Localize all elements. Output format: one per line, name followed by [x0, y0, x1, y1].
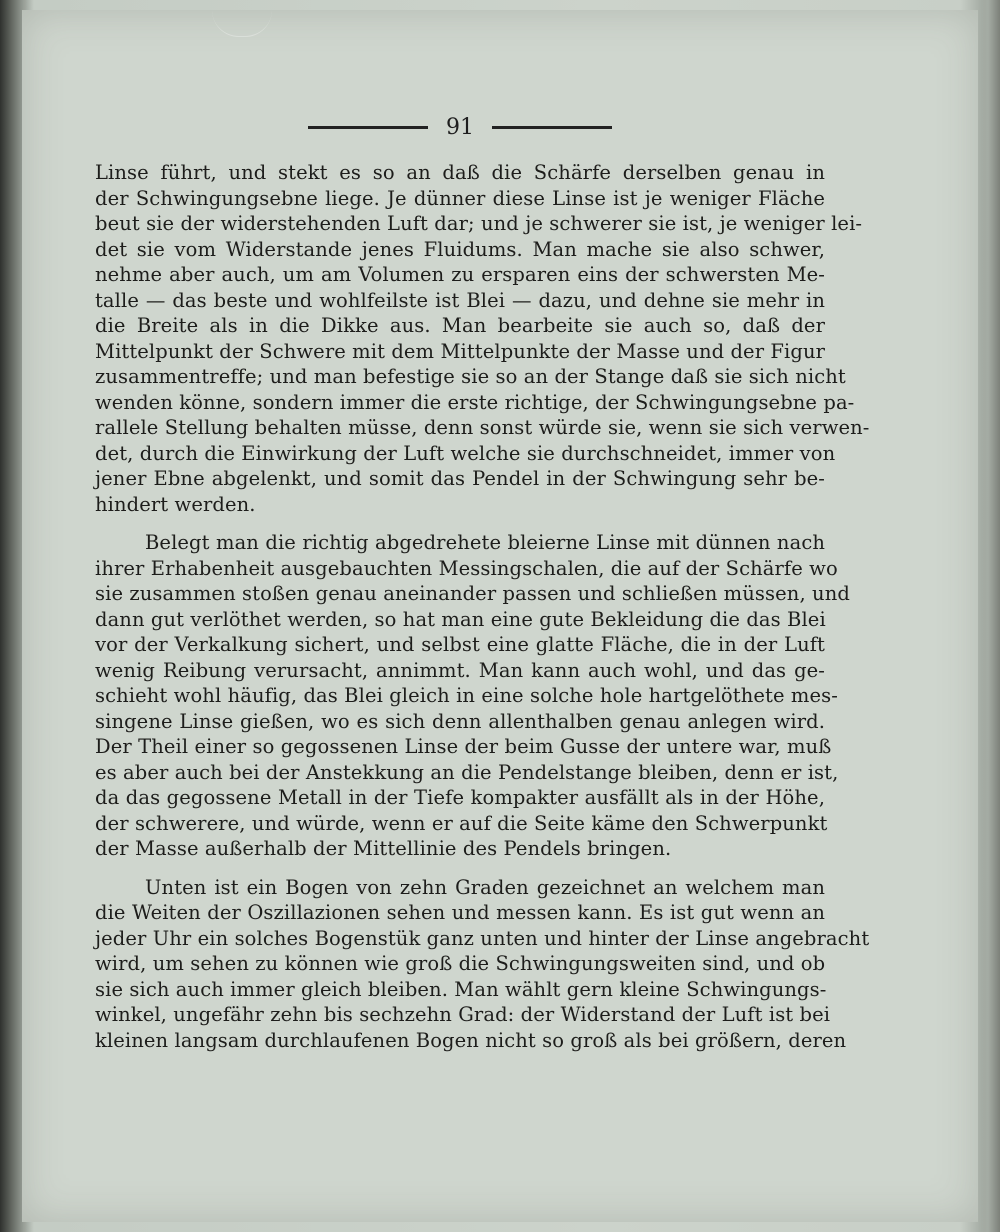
- text-line: die Weiten der Oszillazionen sehen und messen kann. Es ist gut wenn an: [95, 901, 825, 924]
- text-line: Mittelpunkt der Schwere mit dem Mittelpunkte der Masse und der Figur: [95, 339, 826, 363]
- text-line: Unten ist ein Bogen von zehn Graden gezeichnet an welchem man: [145, 875, 825, 899]
- text-line: es aber auch bei der Anstekkung an die Pendelstange bleiben, denn er ist,: [95, 760, 839, 784]
- paragraph: [95, 875, 870, 1054]
- text-line: det, durch die Einwirkung der Luft welche sie durchschneidet, immer von: [95, 441, 836, 465]
- paragraph: [95, 160, 870, 517]
- text-line: zusammentreffe; und man befestige sie so an der Stange daß sie sich nicht: [95, 365, 846, 388]
- text-line: ihrer Erhabenheit ausgebauchten Messingschalen, die auf der Schärfe wo: [95, 556, 838, 580]
- text-line: dann gut verlöthet werden, so hat man eine gute Bekleidung die das Blei: [95, 607, 826, 631]
- text-line: sie sich auch immer gleich bleiben. Man wählt gern kleine Schwingungs-: [95, 977, 827, 1001]
- text-line: sie zusammen stoßen genau aneinander passen und schließen müssen, und: [95, 582, 850, 605]
- body-text: [95, 160, 870, 1066]
- text-line: der Schwingungsebne liege. Je dünner diese Linse ist je weniger Fläche: [95, 186, 825, 210]
- text-line: Linse führt, und stekt es so an daß die Schärfe derselben genau in: [95, 161, 825, 184]
- paragraph: [95, 530, 850, 862]
- text-line: jeder Uhr ein solches Bogenstük ganz unten und hinter der Linse angebracht: [95, 926, 870, 950]
- text-line: Der Theil einer so gegossenen Linse der beim Gusse der untere war, muß: [95, 735, 832, 758]
- head-rule-right: [492, 126, 612, 129]
- text-line: det sie vom Widerstande jenes Fluidums. Man mache sie also schwer,: [95, 237, 825, 261]
- text-line: jener Ebne abgelenkt, und somit das Pendel in der Schwingung sehr be-: [95, 467, 825, 490]
- text-line: Belegt man die richtig abgedrehete bleierne Linse mit dünnen nach: [145, 531, 825, 554]
- text-line: wenig Reibung verursacht, annimmt. Man kann auch wohl, und das ge-: [95, 658, 825, 682]
- text-line: der schwerere, und würde, wenn er auf die Seite käme den Schwerpunkt: [95, 811, 828, 835]
- text-line: talle — das beste und wohlfeilste ist Blei — dazu, und dehne sie mehr in: [95, 288, 825, 312]
- text-line: beut sie der widerstehenden Luft dar; und je schwerer sie ist, je weniger lei-: [95, 212, 863, 235]
- paper-fold-mark: [212, 10, 272, 37]
- running-head: [300, 112, 620, 142]
- text-line: hindert werden.: [95, 492, 256, 516]
- page-number: 91: [446, 114, 474, 140]
- text-line: schieht wohl häufig, das Blei gleich in eine solche hole hartgelöthete mes-: [95, 684, 838, 707]
- text-line: winkel, ungefähr zehn bis sechzehn Grad: der Widerstand der Luft ist bei: [95, 1003, 831, 1026]
- text-line: nehme aber auch, um am Volumen zu ersparen eins der schwersten Me-: [95, 263, 825, 286]
- text-line: wird, um sehen zu können wie groß die Schwingungsweiten sind, und ob: [95, 952, 826, 975]
- text-line: kleinen langsam durchlaufenen Bogen nicht so groß als bei größern, deren: [95, 1028, 847, 1052]
- text-line: rallele Stellung behalten müsse, denn sonst würde sie, wenn sie sich verwen-: [95, 416, 870, 439]
- text-line: da das gegossene Metall in der Tiefe kompakter ausfällt als in der Höhe,: [95, 786, 825, 809]
- text-line: wenden könne, sondern immer die erste richtige, der Schwingungsebne pa-: [95, 390, 855, 414]
- text-line: der Masse außerhalb der Mittellinie des Pendels bringen.: [95, 837, 672, 860]
- text-line: singene Linse gießen, wo es sich denn allenthalben genau anlegen wird.: [95, 709, 825, 733]
- head-rule-left: [308, 126, 428, 129]
- text-line: vor der Verkalkung sichert, und selbst eine glatte Fläche, die in der Luft: [95, 633, 825, 656]
- text-line: die Breite als in die Dikke aus. Man bearbeite sie auch so, daß der: [95, 314, 825, 337]
- page-edge: [978, 0, 1000, 1232]
